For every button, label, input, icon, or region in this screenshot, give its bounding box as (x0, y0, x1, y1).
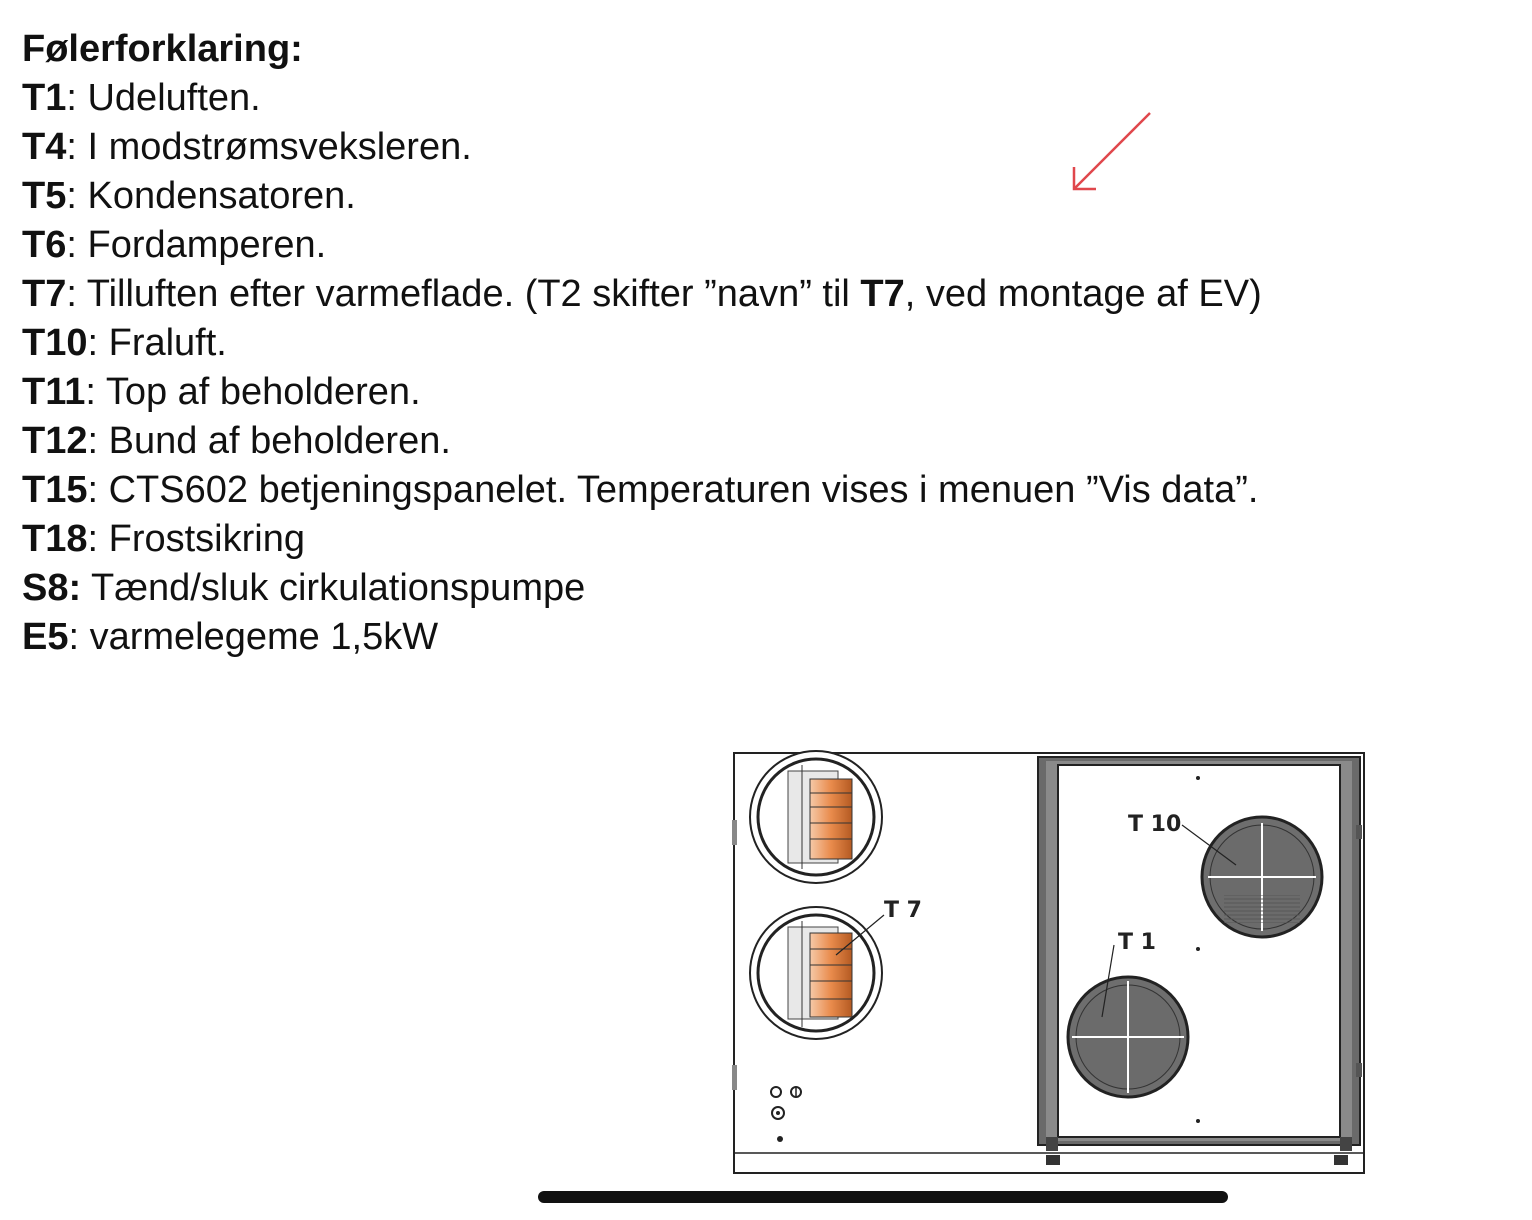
legend-sep: : (85, 371, 106, 413)
label-t10: T 10 (1128, 812, 1182, 837)
legend-item-t6 (22, 221, 1262, 270)
legend-sep: : (66, 224, 88, 266)
legend-text: Frostsikring (108, 518, 305, 560)
legend-code: T12 (22, 420, 88, 462)
legend-code: T10 (22, 322, 88, 364)
unit-diagram (728, 745, 1373, 1185)
legend-sep: : (87, 469, 109, 511)
legend-item-e5 (22, 613, 1262, 662)
legend-item-t10 (22, 319, 1262, 368)
legend-code: T7 (22, 273, 67, 315)
legend-sep: : (66, 175, 88, 217)
legend-code: T5 (22, 175, 67, 217)
legend-code: T4 (22, 126, 67, 168)
legend-sep: : (87, 518, 109, 560)
legend-code: T18 (22, 518, 88, 560)
legend-code: T1 (22, 77, 67, 119)
legend-text: Udeluften. (87, 77, 261, 119)
legend-text: varmelegeme 1,5kW (89, 616, 439, 658)
duct-t10 (1202, 817, 1322, 937)
legend-sep: : (66, 77, 88, 119)
legend-item-t15 (22, 466, 1262, 515)
legend-sep: : (66, 126, 88, 168)
legend-item-s8 (22, 564, 1262, 613)
fan-supply-lower (750, 907, 882, 1039)
legend-text: Fraluft. (108, 322, 227, 364)
legend-code: S8: (22, 567, 82, 609)
legend-text: Tilluften efter varmeflade. (T2 skifter ”navn” til (86, 273, 861, 315)
home-indicator-bar (538, 1191, 1228, 1203)
legend-sep: : (66, 273, 87, 315)
label-t7: T 7 (884, 898, 922, 923)
legend-code: T11 (22, 371, 86, 413)
legend-text: Bund af beholderen. (108, 420, 451, 462)
legend-text: CTS602 betjeningspanelet. Temperaturen vises i menuen ”Vis data”. (108, 469, 1259, 511)
legend-code: T15 (22, 469, 88, 511)
legend-sep: : (68, 616, 90, 658)
fan-exhaust-upper (750, 751, 882, 883)
legend-sep: : (87, 420, 109, 462)
label-t1: T 1 (1118, 930, 1156, 955)
legend-heading: Følerforklaring: (22, 28, 303, 70)
legend-text: Fordamperen. (87, 224, 327, 266)
legend-text-after: , ved montage af EV) (904, 273, 1262, 315)
legend-code: E5 (22, 616, 69, 658)
legend-sep (81, 567, 91, 609)
legend-text: Top af beholderen. (105, 371, 421, 413)
legend-inline-code: T7 (860, 273, 905, 315)
legend-item-t11 (22, 368, 1262, 417)
legend-item-t18 (22, 515, 1262, 564)
legend-text: I modstrømsveksleren. (87, 126, 472, 168)
legend-item-t7 (22, 270, 1262, 319)
legend-code: T6 (22, 224, 67, 266)
annotation-arrow-icon (1060, 105, 1160, 200)
legend-text: Tænd/sluk cirkulationspumpe (91, 567, 586, 609)
legend-sep: : (87, 322, 109, 364)
legend-text: Kondensatoren. (87, 175, 356, 217)
duct-t1 (1068, 977, 1188, 1097)
legend-item-t12 (22, 417, 1262, 466)
